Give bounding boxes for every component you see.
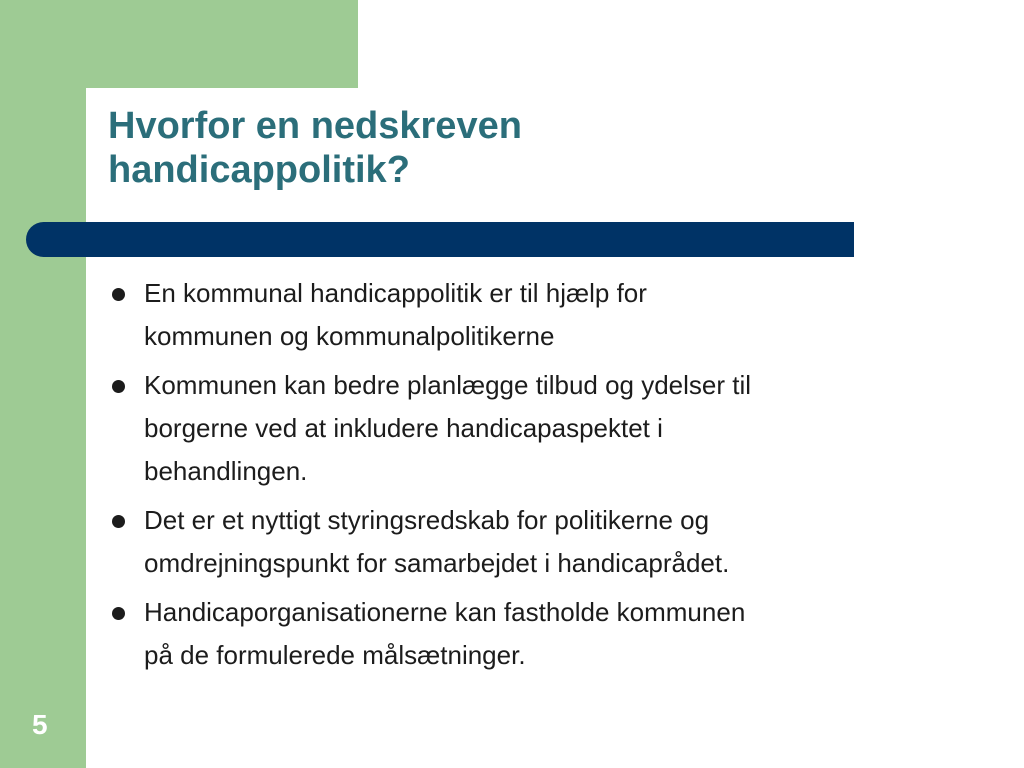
bullet-item-3 [108, 499, 968, 585]
bullet-dot-icon [112, 515, 125, 528]
bullet-line: En kommunal handicappolitik er til hjælp for [144, 278, 647, 308]
page-number: 5 [32, 709, 48, 740]
bullet-dot-icon [112, 288, 125, 301]
slide-title [108, 104, 808, 192]
bullet-item-2 [108, 364, 968, 493]
title-divider-bar [26, 222, 854, 257]
bullet-line: omdrejningspunkt for samarbejdet i handicaprådet. [144, 548, 730, 578]
bullet-line: Kommunen kan bedre planlægge tilbud og ydelser til [144, 370, 752, 400]
bullet-line: behandlingen. [144, 456, 308, 486]
bullet-dot-icon [112, 380, 125, 393]
bullet-line: kommunen og kommunalpolitikerne [144, 321, 555, 351]
bullet-dot-icon [112, 607, 125, 620]
bullet-line: på de formulerede målsætninger. [144, 640, 526, 670]
bullet-text [144, 364, 968, 493]
bullet-item-4 [108, 591, 968, 677]
bullet-text [144, 272, 968, 358]
bullet-line: Det er et nyttigt styringsredskab for politikerne og [144, 505, 710, 535]
bullet-line: borgerne ved at inkludere handicapaspektet i [144, 413, 663, 443]
slide-title-line-2: handicappolitik? [108, 149, 410, 191]
bullet-list [108, 272, 968, 683]
green-frame-left [0, 0, 86, 768]
green-frame-top [0, 0, 358, 88]
bullet-text [144, 499, 968, 585]
bullet-text [144, 591, 968, 677]
bullet-line: Handicaporganisationerne kan fastholde kommunen [144, 597, 746, 627]
bullet-item-1 [108, 272, 968, 358]
slide-title-line-1: Hvorfor en nedskreven [108, 105, 522, 147]
